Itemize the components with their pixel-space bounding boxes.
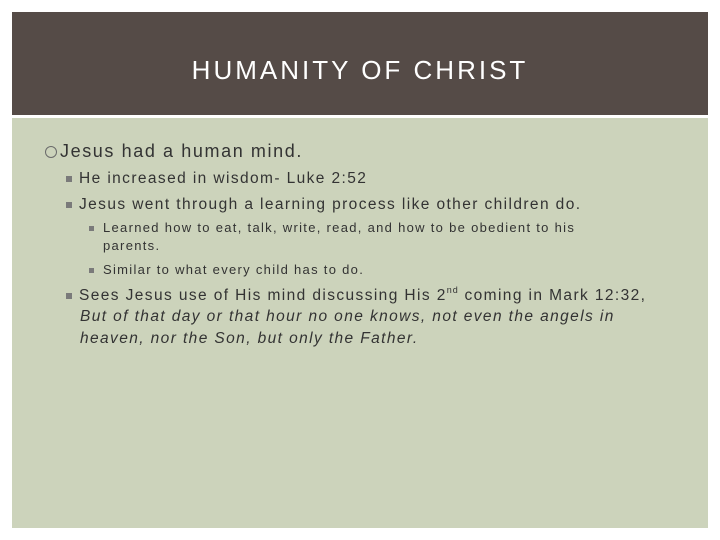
title-bar	[12, 12, 708, 118]
square-bullet-icon	[89, 226, 94, 231]
bullet-level2	[79, 286, 646, 305]
superscript: nd	[446, 285, 459, 295]
text-segment: Sees Jesus use of His mind discussing His 2	[79, 287, 447, 305]
square-bullet-icon	[89, 268, 94, 273]
quote-text: But of that day or that hour no one knows, not even the angels in	[80, 308, 615, 325]
bullet-level1: Jesus had a human mind.	[60, 141, 303, 161]
bullet-level2: He increased in wisdom- Luke 2:52	[79, 170, 368, 187]
square-bullet-icon	[66, 202, 72, 208]
bullet-level3-continued: parents.	[103, 238, 161, 253]
quote-line	[80, 330, 419, 348]
bullet-level2: Jesus went through a learning process like other children do.	[79, 196, 582, 213]
bullet-level3: Similar to what every child has to do.	[103, 262, 365, 277]
bullet-level3: Learned how to eat, talk, write, read, and how to be obedient to his	[103, 220, 576, 235]
slide-title: HUMANITY OF CHRIST	[191, 55, 529, 85]
quote-text: heaven, nor the Son, but only the Father.	[80, 330, 419, 347]
text-segment: coming in Mark 12:32,	[458, 287, 647, 305]
square-bullet-icon	[66, 293, 72, 299]
quote-line	[80, 308, 615, 326]
square-bullet-icon	[66, 176, 72, 182]
ring-bullet-icon	[45, 146, 57, 158]
